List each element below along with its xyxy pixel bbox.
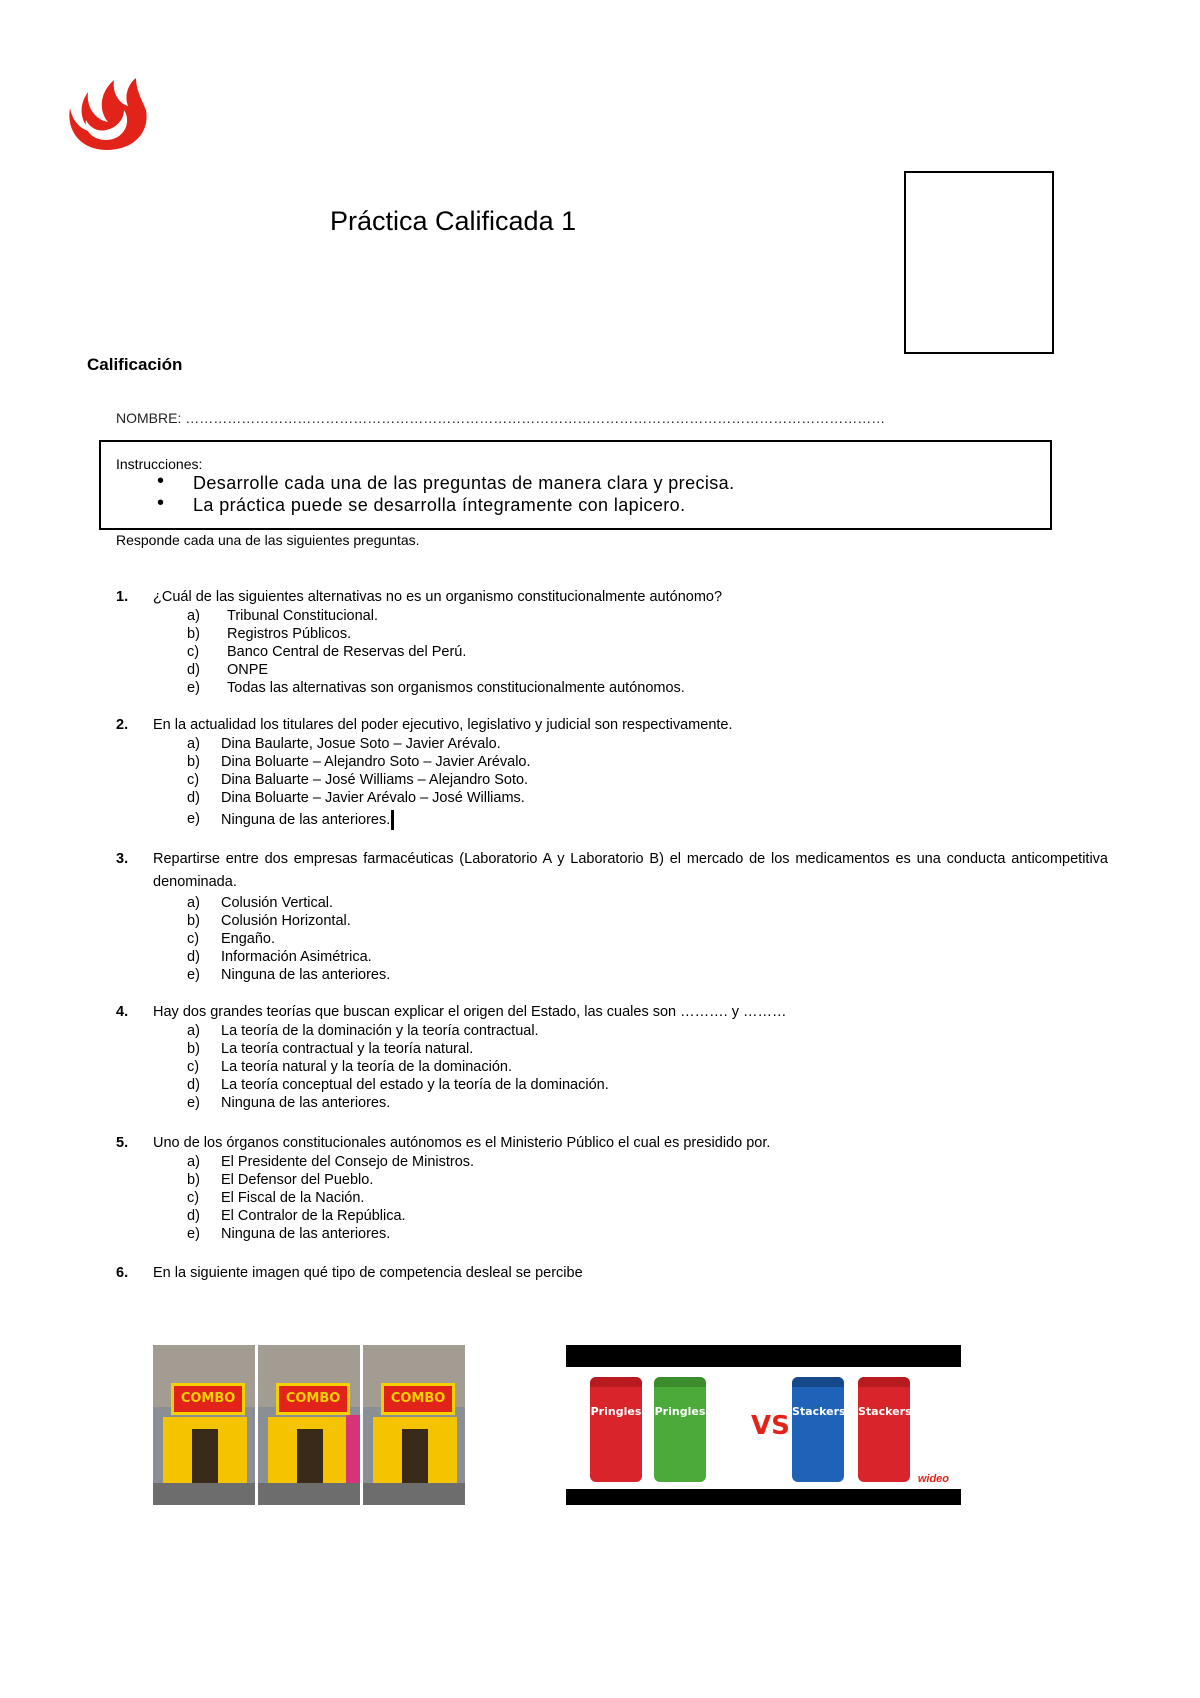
text-cursor-icon [391,810,394,830]
question-4 [116,1002,1108,1112]
question-5 [116,1133,1108,1243]
option-item: c) Dina Baluarte – José Williams – Alejandro Soto. [187,772,529,788]
question-text: En la actualidad los titulares del poder ejecutivo, legislativo y judicial son respectivamente. [153,717,733,733]
option-item: e) Ninguna de las anteriores. [187,967,391,983]
instruction-item: • La práctica puede se desarrolla íntegramente con lapicero. [193,494,735,516]
question-text: Uno de los órganos constitucionales autónomos es el Ministerio Público el cual es presidido por. [153,1135,771,1151]
option-item: b) Registros Públicos. [187,626,352,642]
option-item: e) Ninguna de las anteriores. [187,810,1108,830]
storefront-panel [153,1345,255,1505]
storefront-photo [153,1345,465,1505]
option-item: b) Colusión Horizontal. [187,913,351,929]
option-item: a) Tribunal Constitucional. [187,608,378,624]
option-item: d) ONPE [187,662,269,678]
instructions-list [193,472,735,516]
option-item: b) Dina Boluarte – Alejandro Soto – Javier Arévalo. [187,754,531,770]
option-item: b) La teoría contractual y la teoría natural. [187,1041,474,1057]
pringles-can: Pringles [590,1377,642,1482]
instruction-item: • Desarrolle cada una de las preguntas de manera clara y precisa. [193,472,735,494]
question-number: 4. [116,1004,129,1020]
question-text: Hay dos grandes teorías que buscan explicar el origen del Estado, las cuales son ………. y ……… [153,1004,787,1020]
question-3 [116,848,1108,984]
option-item: d) Información Asimétrica. [187,949,372,965]
option-item: a) Dina Baularte, Josue Soto – Javier Arévalo. [187,736,501,752]
option-item: c) Engaño. [187,931,276,947]
question-text: En la siguiente imagen qué tipo de competencia desleal se percibe [153,1265,583,1281]
question-text: Repartirse entre dos empresas farmacéuticas (Laboratorio A y Laboratorio B) el mercado de los medicamentos es una conducta anticompetitiva denominada. [153,851,1108,890]
instructions-box [99,440,1052,530]
option-item: a) Colusión Vertical. [187,895,334,911]
option-item: c) Banco Central de Reservas del Perú. [187,644,467,660]
store-sign: COMBO [276,1383,349,1415]
option-item: e) Todas las alternativas son organismos constitucionalmente autónomos. [187,680,685,696]
pringles-can: Pringles [654,1377,706,1482]
option-item: d) Dina Boluarte – Javier Arévalo – José Williams. [187,790,525,806]
storefront-panel [258,1345,360,1505]
video-watermark: wideo [917,1473,949,1485]
question-number: 1. [116,589,129,605]
option-item: c) El Fiscal de la Nación. [187,1190,365,1206]
chips-comparison-photo [566,1345,961,1505]
page-title: Práctica Calificada 1 [330,206,577,236]
instructions-title: Instrucciones: [116,456,203,472]
question-1 [116,587,1108,697]
question-number: 3. [116,851,129,867]
option-item: e) Ninguna de las anteriores. [187,1095,391,1111]
option-item: c) La teoría natural y la teoría de la dominación. [187,1059,512,1075]
option-item: b) El Defensor del Pueblo. [187,1172,374,1188]
question-number: 6. [116,1265,129,1281]
question-number: 5. [116,1135,129,1151]
store-sign: COMBO [381,1383,454,1415]
storefront-panel [363,1345,465,1505]
question-2 [116,715,1108,830]
question-text: ¿Cuál de las siguientes alternativas no es un organismo constitucionalmente autónomo? [153,589,723,605]
vs-label: VS [751,1411,790,1441]
stackers-can: Stackers [858,1377,910,1482]
university-flame-logo-icon [62,66,152,156]
option-item: d) La teoría conceptual del estado y la teoría de la dominación. [187,1077,609,1093]
option-item: d) El Contralor de la República. [187,1208,406,1224]
option-item: a) La teoría de la dominación y la teoría contractual. [187,1023,539,1039]
grade-box [904,171,1054,354]
question-6 [116,1263,1108,1283]
intro-text: Responde cada una de las siguientes preguntas. [116,532,420,548]
option-item: e) Ninguna de las anteriores. [187,1226,391,1242]
option-item: a) El Presidente del Consejo de Ministros. [187,1154,475,1170]
grade-label: Calificación [87,355,183,374]
stackers-can: Stackers [792,1377,844,1482]
name-field: NOMBRE: …………………………………………………………………………………………………………………………………… [116,410,886,426]
store-sign: COMBO [171,1383,244,1415]
question-number: 2. [116,717,129,733]
